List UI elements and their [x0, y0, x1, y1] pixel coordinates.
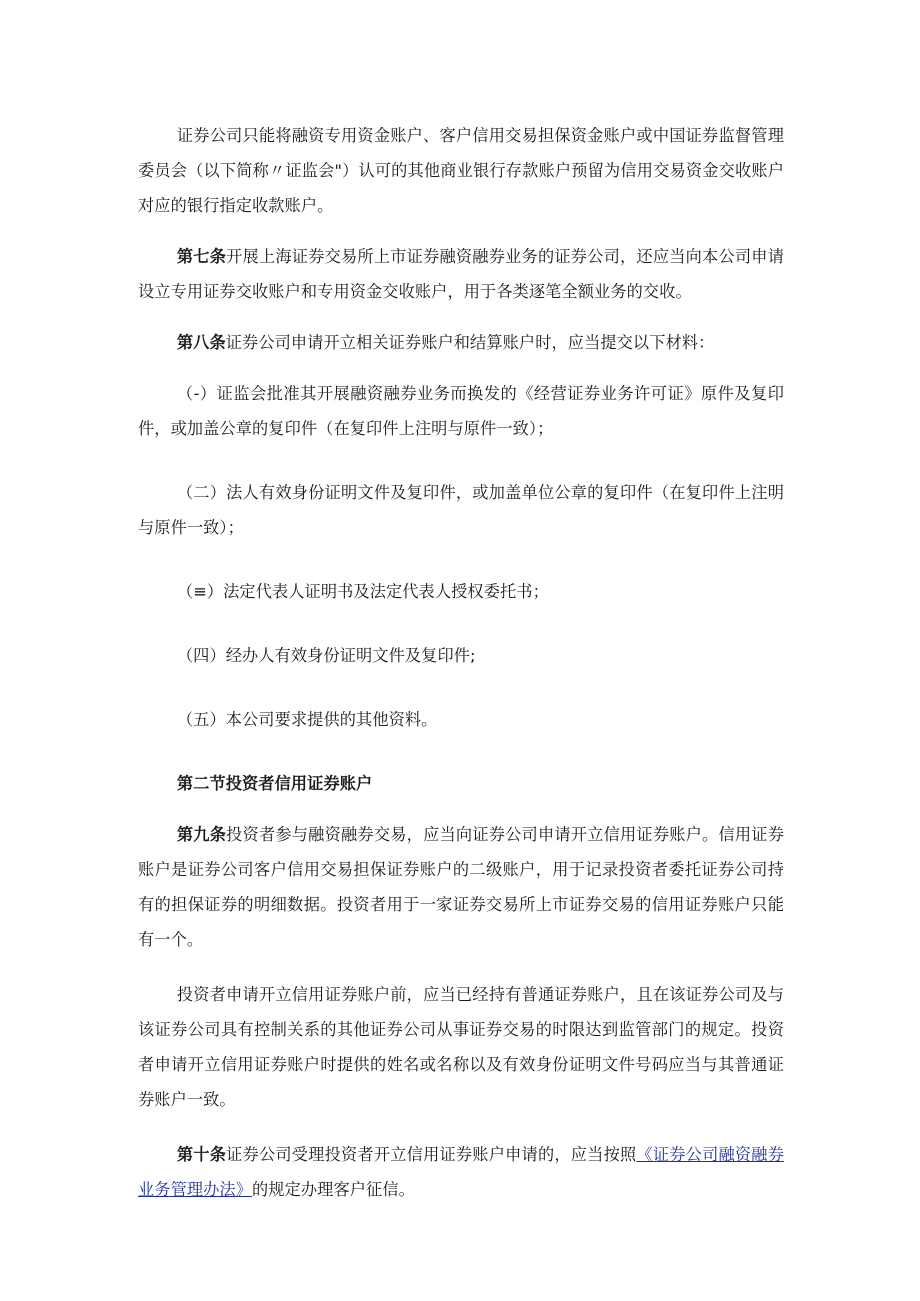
paragraph-investor-account	[138, 977, 784, 1117]
list-item-2	[138, 475, 784, 545]
list-item-text: （五）本公司要求提供的其他资料。	[176, 710, 438, 729]
article-10	[138, 1137, 784, 1207]
list-item-5	[138, 702, 784, 737]
article-label: 第八条	[176, 333, 226, 352]
article-text: 开展上海证券交易所上市证券融资融券业务的证券公司，还应当向本公司申请设立专用证券交收账户和专用资金交收账户，用于各类逐笔全额业务的交收。	[138, 247, 784, 301]
article-label: 第七条	[176, 247, 227, 266]
list-item-text: （-）证监会批准其开展融资融券业务而换发的《经营证券业务许可证》原件及复印件，或加盖公章的复印件（在复印件上注明与原件一致）；	[138, 384, 784, 438]
article-9	[138, 817, 784, 957]
article-7	[138, 239, 784, 309]
article-label: 第九条	[176, 825, 227, 844]
document-page	[138, 118, 784, 1207]
section-heading	[138, 766, 784, 801]
paragraph-text: 投资者申请开立信用证券账户前，应当已经持有普通证券账户，且在该证券公司及与该证券公司具有控制关系的其他证券公司从事证券交易的时限达到监管部门的规定。投资者申请开立信用证券账户时提供的姓名或名称以及有效身份证明文件号码应当与其普通证券账户一致。	[138, 985, 784, 1109]
list-item-text: （二）法人有效身份证明文件及复印件，或加盖单位公章的复印件（在复印件上注明与原件一致）；	[138, 483, 784, 537]
list-item-3	[138, 574, 784, 609]
article-text: 投资者参与融资融券交易，应当向证券公司申请开立信用证券账户。信用证券账户是证券公司客户信用交易担保证券账户的二级账户，用于记录投资者委托证券公司持有的担保证券的明细数据。投资者用于一家证券交易所上市证券交易的信用证券账户只能有一个。	[138, 825, 784, 949]
list-item-text: （≡）法定代表人证明书及法定代表人授权委托书；	[176, 582, 549, 601]
section-title: 第二节投资者信用证券账户	[176, 774, 373, 793]
article-8	[138, 325, 784, 360]
list-item-1	[138, 376, 784, 446]
article-text: 证券公司申请开立相关证券账户和结算账户时，应当提交以下材料：	[225, 333, 715, 352]
regulation-link[interactable]: 《证券公司融资融券业务管理办法》	[138, 1145, 785, 1199]
paragraph-bank-account	[138, 118, 784, 223]
article-text: 证券公司受理投资者开立信用证券账户申请的，应当按照	[226, 1145, 637, 1164]
article-text: 的规定办理客户征信。	[252, 1180, 415, 1199]
article-label: 第十条	[176, 1145, 227, 1164]
paragraph-text: 证券公司只能将融资专用资金账户、客户信用交易担保资金账户或中国证券监督管理委员会（以下简称〃证监会"）认可的其他商业银行存款账户预留为信用交易资金交收账户对应的银行指定收款账户。	[138, 126, 784, 215]
list-item-4	[138, 638, 784, 673]
list-item-text: （四）经办人有效身份证明文件及复印件;	[176, 646, 476, 665]
